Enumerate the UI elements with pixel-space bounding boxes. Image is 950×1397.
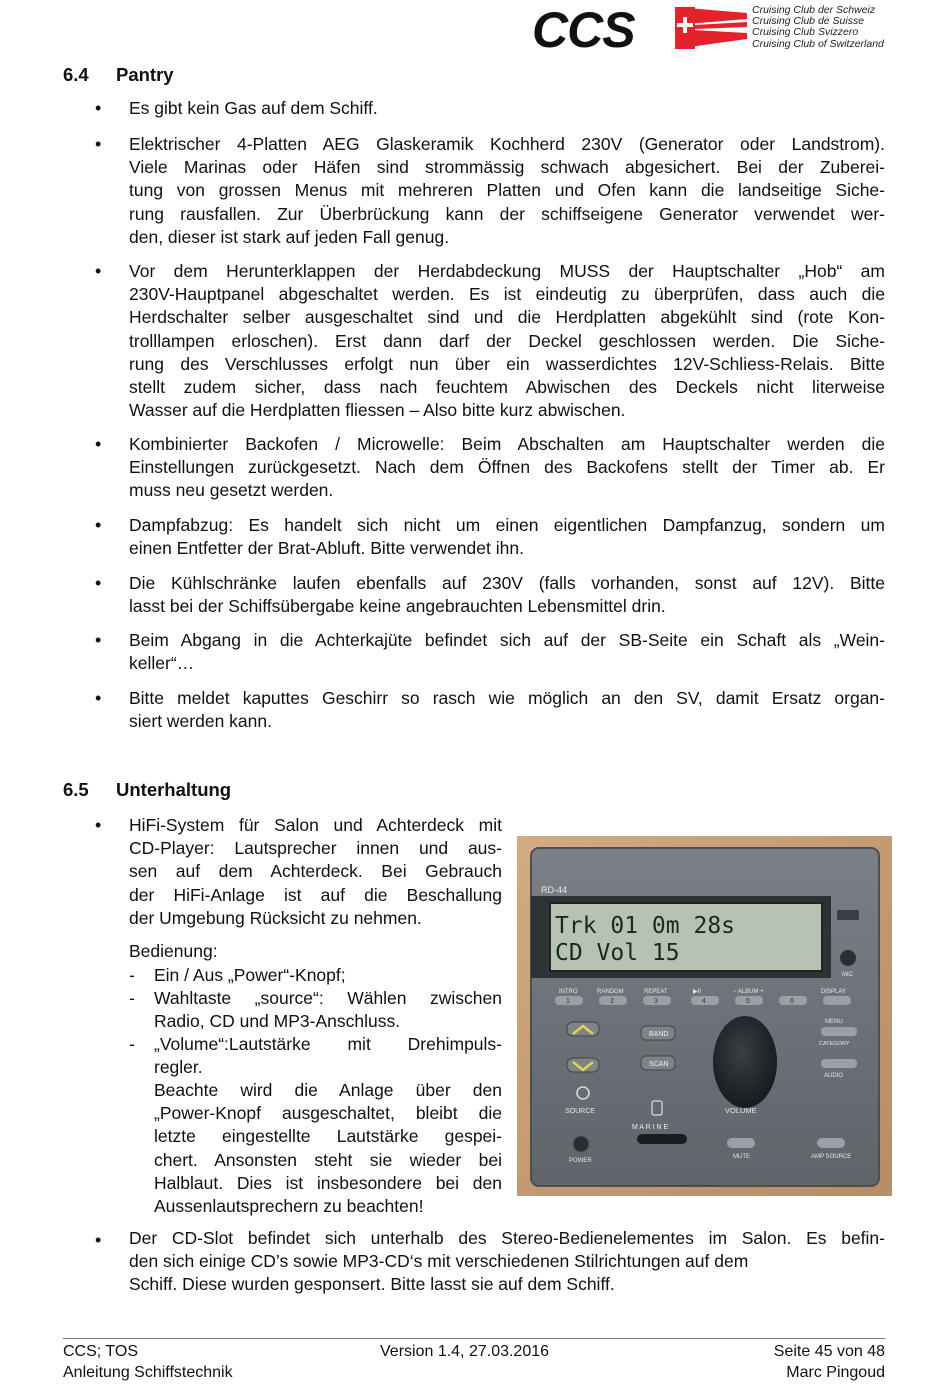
svg-text:▶II: ▶II: [693, 989, 701, 995]
section-heading-unterhaltung: [63, 779, 231, 801]
footer-divider: [63, 1338, 885, 1339]
club-names: Cruising Club der Schweiz Cruising Club de Suisse Cruising Club Svizzero Cruising Club of Switzerland: [752, 4, 884, 50]
bullet-icon: •: [95, 261, 102, 281]
svg-text:6: 6: [790, 998, 794, 1005]
controls-item-source: Wahltaste „source“: Wählen zwischen Radio, CD und MP3-Anschluss.: [154, 988, 502, 1032]
svg-text:MIC: MIC: [842, 972, 853, 978]
seek-up-icon: [567, 1022, 599, 1036]
svg-text:1: 1: [566, 998, 570, 1005]
svg-text:3: 3: [654, 998, 658, 1005]
model-label: RD-44: [541, 885, 568, 895]
section-title: Pantry: [116, 64, 174, 85]
bullet-text: Dampfabzug: Es handelt sich nicht um einen eigentlichen Dampfanzug, sondern um einen Entfetter der Brat-Abluft. Bitte verwendet ihn.: [129, 515, 885, 559]
svg-text:AMP SOURCE: AMP SOURCE: [811, 1154, 852, 1160]
bullet-icon: •: [95, 815, 102, 835]
bullet-text: Bitte meldet kaputtes Geschirr so rasch wie möglich an den SV, damit Ersatz organ- siert werden kann.: [129, 688, 885, 732]
controls-heading: Bedienung:: [129, 941, 218, 961]
stereo-photo: [517, 836, 892, 1196]
bullet-text: Vor dem Herunterklappen der Herdabdeckung MUSS der Hauptschalter „Hob“ am 230V-Hauptpanel abgeschaltet werden. Es ist eindeutig zu überprüfen, dass auch die Herdschalter selber ausgeschaltet sind und die Herdplatten abgekühlt sind (rote Kon- trolllampen erloschen). Erst dann darf der Deckel geschlossen werden. Die Siche- rung des Verschlusses erfolgt nun über ein wasserdichtes 12V-Schliess-Relais. Bitte stellt zudem sicher, dass nach feuchtem Abwischen des Deckels nicht literweise Wasser auf die Herdplatten fliessen – Also bitte kurz abwischen.: [129, 261, 885, 421]
svg-text:VOLUME: VOLUME: [725, 1106, 757, 1115]
section-number: 6.5: [63, 779, 89, 800]
list-dash: -: [129, 965, 135, 985]
bullet-icon: •: [95, 134, 102, 154]
svg-text:M A R I N E: M A R I N E: [632, 1124, 669, 1131]
mute-icon: [727, 1138, 755, 1148]
lcd-line-2: CD Vol 15: [555, 940, 680, 966]
bullet-icon: •: [95, 630, 102, 650]
section-heading-pantry: [63, 64, 174, 86]
list-dash: -: [129, 1034, 135, 1054]
section-title: Unterhaltung: [116, 779, 232, 800]
mic-icon: [840, 950, 856, 966]
svg-text:− ALBUM +: − ALBUM +: [733, 989, 764, 995]
bullet-icon: •: [95, 515, 102, 535]
svg-text:BAND: BAND: [649, 1031, 669, 1038]
bullet-text: Kombinierter Backofen / Microwelle: Beim Abschalten am Hauptschalter werden die Einstellungen zurückgesetzt. Nach dem Öffnen des Backofens stellt der Timer ab. Er muss neu gesetzt werden.: [129, 434, 885, 501]
bullet-text: Elektrischer 4-Platten AEG Glaskeramik Kochherd 230V (Generator oder Landstrom). Viele Marinas oder Häfen sind strommässig schwach abgesichert. Bei der Zuberei- tung von grossen Menus mit mehreren Platten und Ofen kann die landseitige Siche- rung rausfallen. Zur Überbrückung kann der schiffseigene Generator verwendet wer- den, dieser ist stark auf jeden Fall genug.: [129, 134, 885, 247]
power-icon: [573, 1136, 589, 1152]
svg-text:INTRO: INTRO: [559, 989, 578, 995]
footer-version: Version 1.4, 27.03.2016: [380, 1343, 550, 1360]
section-number: 6.4: [63, 64, 89, 85]
svg-text:4: 4: [702, 998, 706, 1005]
svg-text:POWER: POWER: [569, 1158, 592, 1164]
cd-slot: [637, 1134, 687, 1144]
svg-text:REPEAT: REPEAT: [644, 989, 668, 995]
footer-right: Seite 45 von 48 Marc Pingoud: [773, 1343, 885, 1381]
svg-text:RANDOM: RANDOM: [597, 989, 624, 995]
seek-down-icon: [567, 1058, 599, 1072]
bullet-icon: •: [95, 434, 102, 454]
bullet-icon: •: [95, 1230, 102, 1250]
eject-icon: [837, 910, 859, 920]
cd-paragraph: Der CD-Slot befindet sich unterhalb des Stereo-Bedienelementes im Salon. Es befin- den sich einige CD’s sowie MP3-CD‘s mit verschiedenen Stilrichtungen auf dem Schiff. Diese wurden gesponsert. Bitte lasst sie auf dem Schiff.: [129, 1228, 885, 1295]
bullet-icon: •: [95, 98, 102, 118]
svg-text:2: 2: [610, 998, 614, 1005]
bullet-text: Die Kühlschränke laufen ebenfalls auf 230V (falls vorhanden, sonst auf 12V). Bitte lasst bei der Schiffsübergabe keine angebrauchten Lebensmittel drin.: [129, 573, 885, 617]
lcd-line-1: Trk 01 0m 28s: [555, 913, 736, 939]
swiss-flag-pennant-icon: [675, 5, 747, 51]
hifi-paragraph: HiFi-System für Salon und Achterdeck mit CD-Player: Lautsprecher innen und aus- sen auf dem Achterdeck. Bei Gebrauch der HiFi-Anlage ist auf die Beschallung der Umgebung Rücksicht zu nehmen.: [129, 815, 502, 928]
logo-wordmark: CCS: [532, 2, 635, 58]
svg-text:SOURCE: SOURCE: [565, 1108, 595, 1115]
ccs-logo: [532, 2, 892, 58]
bullet-icon: •: [95, 688, 102, 708]
svg-text:MENU: MENU: [825, 1019, 843, 1025]
list-dash: -: [129, 988, 135, 1008]
bullet-text: Beim Abgang in die Achterkajüte befindet sich auf der SB-Seite ein Schaft als „Wein- keller“…: [129, 630, 885, 674]
controls-item-power: Ein / Aus „Power“-Knopf;: [154, 965, 346, 985]
svg-text:SCAN: SCAN: [649, 1061, 669, 1068]
bullet-icon: •: [95, 573, 102, 593]
controls-note: Beachte wird die Anlage über den „Power-Knopf ausgeschaltet, bleibt die letzte eingestellte Lautstärke gespei- chert. Ansonsten steht sie wieder bei Halblaut. Dies ist insbesondere bei den Aussenlautsprechern zu beachten!: [154, 1080, 502, 1217]
svg-text:AUDIO: AUDIO: [824, 1073, 844, 1079]
svg-text:CATEGORY: CATEGORY: [819, 1041, 850, 1047]
bullet-text: Es gibt kein Gas auf dem Schiff.: [129, 98, 378, 118]
svg-text:MUTE: MUTE: [733, 1154, 750, 1160]
volume-knob: [713, 1016, 777, 1108]
svg-text:5: 5: [746, 998, 750, 1005]
amp-source-icon: [817, 1138, 845, 1148]
controls-item-volume: „Volume“:Lautstärke mit Drehimpuls- regler.: [154, 1034, 502, 1078]
footer-left: CCS; TOS Anleitung Schiffstechnik: [63, 1343, 233, 1381]
svg-text:DISPLAY: DISPLAY: [821, 989, 846, 995]
